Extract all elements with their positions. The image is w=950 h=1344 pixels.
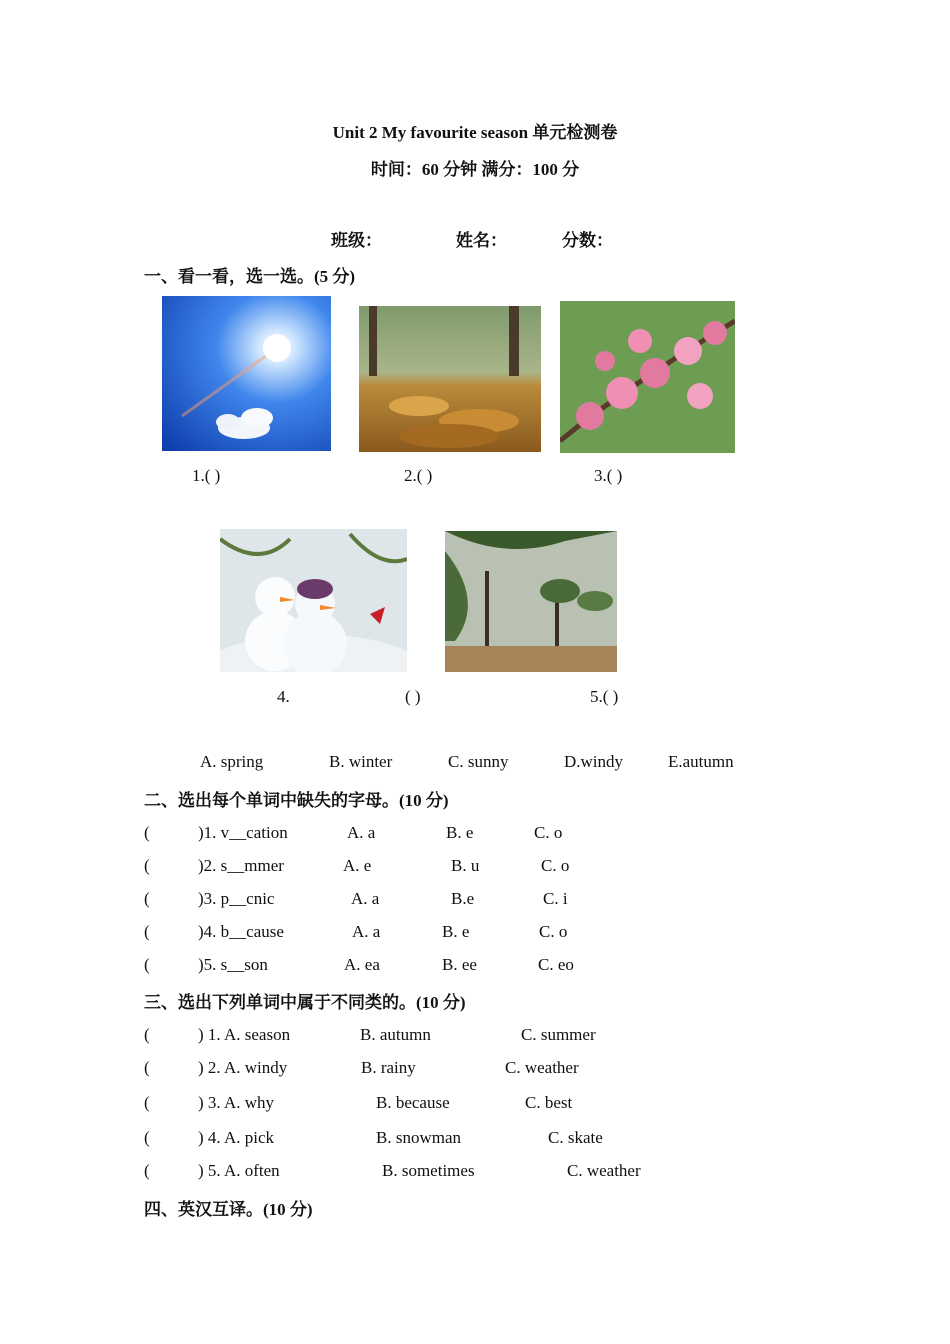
section2-heading: 二、选出每个单词中缺失的字母。(10 分) (144, 791, 449, 810)
s2-choice-b: B. e (442, 922, 470, 941)
s3-paren: ( (144, 1128, 150, 1147)
option-c: C. sunny (448, 752, 509, 771)
s3-choice-c: C. weather (567, 1161, 641, 1180)
pic4-answer: ( ) (405, 687, 421, 706)
s2-choice-b: B. ee (442, 955, 477, 974)
option-a: A. spring (200, 752, 264, 771)
s3-choice-c: C. skate (548, 1128, 603, 1147)
s2-question: )3. p__cnic (198, 889, 275, 908)
s2-paren: ( (144, 856, 150, 875)
s2-choice-a: A. a (351, 889, 380, 908)
autumn-leaves-image (359, 306, 541, 452)
pic1-label: 1.( ) (192, 466, 221, 485)
score-label: 分数： (562, 231, 613, 250)
s3-question: ) 1. A. season (198, 1025, 291, 1044)
s3-choice-b: B. snowman (376, 1128, 461, 1147)
pic4-label: 4. (277, 687, 290, 706)
s2-choice-c: C. i (543, 889, 568, 908)
pic2-label: 2.( ) (404, 466, 433, 485)
s2-choice-a: A. ea (344, 955, 380, 974)
s3-choice-c: C. summer (521, 1025, 596, 1044)
section3-heading: 三、选出下列单词中属于不同类的。(10 分) (144, 993, 466, 1012)
option-d: D.windy (564, 752, 624, 771)
s3-choice-b: B. sometimes (382, 1161, 475, 1180)
s3-paren: ( (144, 1058, 150, 1077)
s3-choice-c: C. weather (505, 1058, 579, 1077)
s2-question: )1. v__cation (198, 823, 288, 842)
spring-blossom-image (560, 301, 735, 453)
s2-paren: ( (144, 955, 150, 974)
option-b: B. winter (329, 752, 393, 771)
class-label: 班级： (331, 231, 382, 250)
s2-choice-b: B.e (451, 889, 475, 908)
s2-choice-c: C. o (541, 856, 570, 875)
s2-choice-a: A. e (343, 856, 372, 875)
pic3-label: 3.( ) (594, 466, 623, 485)
option-e: E.autumn (668, 752, 734, 771)
s3-choice-c: C. best (525, 1093, 573, 1112)
s3-question: ) 5. A. often (198, 1161, 280, 1180)
s3-paren: ( (144, 1161, 150, 1180)
s2-paren: ( (144, 823, 150, 842)
s2-choice-a: A. a (352, 922, 381, 941)
s3-question: ) 2. A. windy (198, 1058, 288, 1077)
s2-paren: ( (144, 922, 150, 941)
page-title: Unit 2 My favourite season 单元检测卷 (332, 123, 618, 142)
s2-choice-c: C. o (539, 922, 568, 941)
section4-heading: 四、英汉互译。(10 分) (144, 1200, 313, 1219)
name-label: 姓名： (456, 231, 507, 250)
s2-choice-b: B. u (451, 856, 480, 875)
s3-choice-b: B. rainy (361, 1058, 416, 1077)
s2-choice-c: C. eo (538, 955, 574, 974)
s2-choice-b: B. e (446, 823, 474, 842)
winter-snowman-image (220, 529, 407, 672)
s3-question: ) 4. A. pick (198, 1128, 275, 1147)
s2-question: )2. s__mmer (198, 856, 284, 875)
s2-choice-c: C. o (534, 823, 563, 842)
pic5-label: 5.( ) (590, 687, 619, 706)
section1-heading: 一、看一看，选一选。(5 分) (144, 267, 356, 286)
s2-paren: ( (144, 889, 150, 908)
time-score-line: 时间：60 分钟 满分：100 分 (370, 160, 580, 179)
s2-choice-a: A. a (347, 823, 376, 842)
s3-question: ) 3. A. why (198, 1093, 275, 1112)
s3-paren: ( (144, 1025, 150, 1044)
s3-choice-b: B. autumn (360, 1025, 431, 1044)
windy-trees-image (445, 531, 617, 672)
s3-choice-b: B. because (376, 1093, 450, 1112)
sunny-sky-image (162, 296, 331, 451)
s3-paren: ( (144, 1093, 150, 1112)
s2-question: )5. s__son (198, 955, 268, 974)
s2-question: )4. b__cause (198, 922, 284, 941)
